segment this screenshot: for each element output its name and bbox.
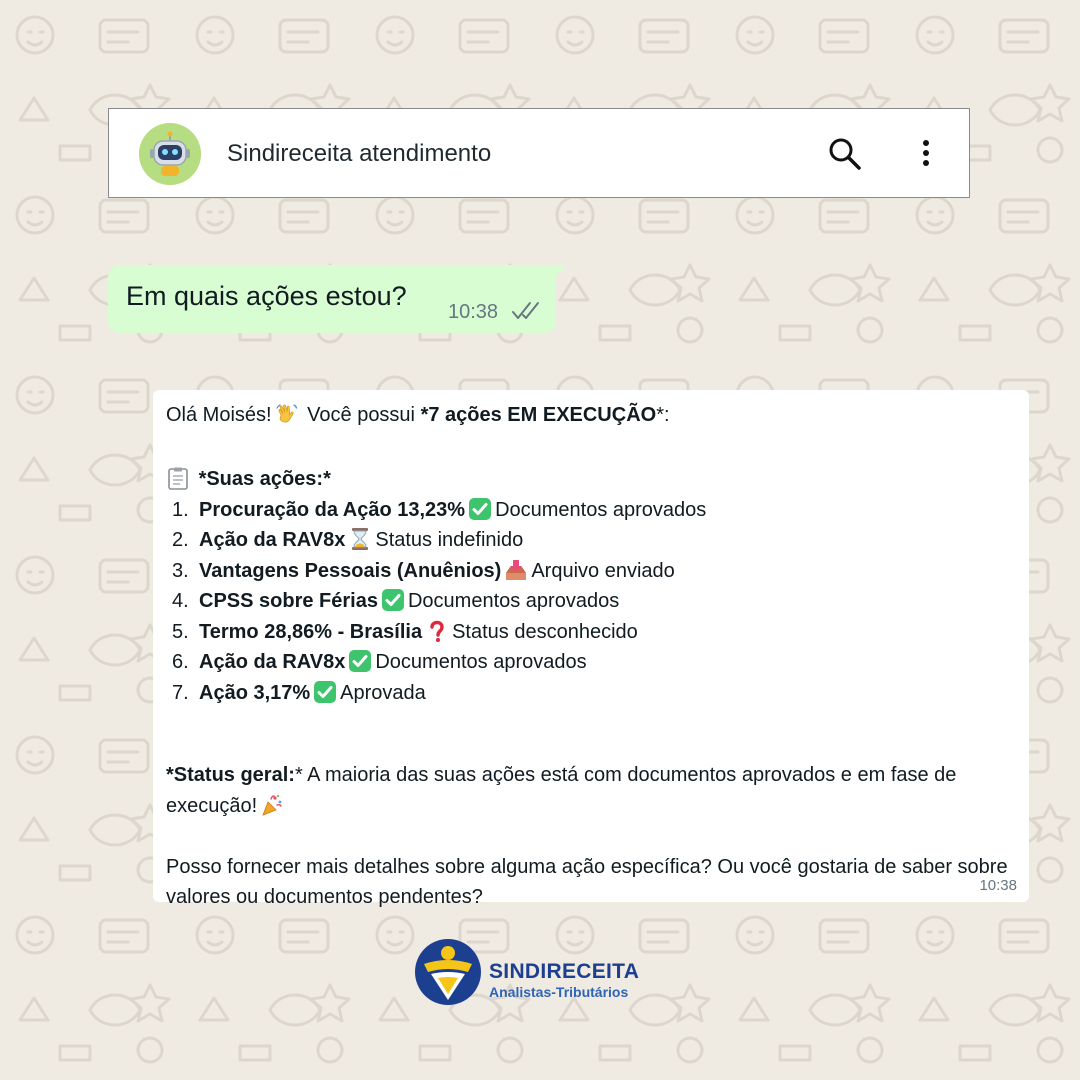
greeting-text: Olá Moisés! bbox=[166, 404, 272, 426]
search-icon[interactable] bbox=[827, 136, 863, 172]
greeting-bold-text: *7 ações EM EXECUÇÃO bbox=[420, 404, 657, 426]
status-label: *Status geral: bbox=[166, 764, 295, 786]
action-status: Status desconhecido bbox=[452, 620, 638, 643]
action-status: Status indefinido bbox=[375, 529, 524, 551]
action-item bbox=[166, 678, 1021, 709]
hourglass-icon bbox=[348, 527, 372, 551]
check-mark-button-icon bbox=[313, 680, 337, 704]
logo-subtitle: Analistas-Tributários bbox=[489, 984, 629, 1000]
action-number: 1. bbox=[172, 498, 189, 521]
chat-header bbox=[108, 108, 970, 198]
actions-heading-text: *Suas ações:* bbox=[198, 468, 331, 490]
party-popper-icon bbox=[260, 793, 284, 817]
action-item bbox=[166, 495, 1021, 526]
action-title: Vantagens Pessoais (Anuênios) bbox=[199, 559, 502, 582]
action-title: Ação 3,17% bbox=[199, 681, 311, 704]
follow-up-question: Posso fornecer mais detalhes sobre alguma ação específica? Ou você gostaria de saber sobre valores ou documentos pendentes? bbox=[166, 855, 1008, 908]
action-number: 7. bbox=[172, 681, 189, 704]
actions-list bbox=[166, 495, 1021, 709]
waving-hand-icon bbox=[275, 402, 299, 426]
sindireceita-logo bbox=[414, 938, 654, 1008]
action-number: 4. bbox=[172, 590, 189, 612]
status-text: * A maioria das suas ações está com documentos aprovados e em fase de execução! bbox=[166, 764, 957, 817]
action-title: Procuração da Ação 13,23% bbox=[199, 498, 466, 521]
action-title: CPSS sobre Férias bbox=[199, 590, 378, 612]
greeting-post-text: *: bbox=[656, 404, 670, 426]
more-vertical-icon[interactable] bbox=[911, 136, 941, 172]
action-number: 3. bbox=[172, 559, 189, 582]
outgoing-message-time: 10:38 bbox=[448, 301, 499, 323]
double-check-icon bbox=[510, 301, 546, 321]
action-item bbox=[166, 586, 1021, 617]
greeting-mid-text: Você possui bbox=[301, 404, 421, 426]
logo-name: SINDIRECEITA bbox=[489, 960, 640, 983]
action-number: 6. bbox=[172, 651, 189, 673]
action-status: Arquivo enviado bbox=[531, 559, 675, 582]
action-status: Documentos aprovados bbox=[375, 651, 587, 673]
status-summary bbox=[166, 760, 1021, 821]
action-item bbox=[166, 647, 1021, 678]
action-title: Ação da RAV8x bbox=[199, 529, 346, 551]
action-item bbox=[166, 556, 1021, 587]
outgoing-message[interactable] bbox=[108, 265, 556, 333]
action-title: Ação da RAV8x bbox=[199, 651, 346, 673]
check-mark-button-icon bbox=[348, 649, 372, 673]
incoming-message[interactable] bbox=[153, 390, 1029, 908]
action-status: Documentos aprovados bbox=[495, 498, 707, 521]
chat-title: Sindireceita atendimento bbox=[227, 140, 492, 167]
check-mark-button-icon bbox=[468, 497, 492, 521]
clipboard-icon bbox=[166, 466, 190, 490]
check-mark-button-icon bbox=[381, 588, 405, 612]
action-item bbox=[166, 525, 1021, 556]
incoming-message-time: 10:38 bbox=[979, 877, 1017, 894]
sindireceita-emblem bbox=[414, 938, 482, 1006]
question-mark-icon bbox=[425, 619, 449, 643]
actions-heading bbox=[166, 464, 1021, 495]
action-number: 2. bbox=[172, 529, 189, 551]
action-status: Aprovada bbox=[340, 681, 426, 704]
action-number: 5. bbox=[172, 620, 189, 643]
action-item bbox=[166, 617, 1021, 648]
action-status: Documentos aprovados bbox=[407, 590, 620, 612]
greeting-line bbox=[166, 400, 1021, 431]
inbox-tray-icon bbox=[504, 558, 528, 582]
outgoing-message-text: Em quais ações estou? bbox=[126, 281, 407, 311]
incoming-message-content bbox=[166, 400, 1021, 913]
robot-avatar-icon[interactable] bbox=[139, 123, 201, 185]
action-title: Termo 28,86% - Brasília bbox=[199, 620, 423, 643]
